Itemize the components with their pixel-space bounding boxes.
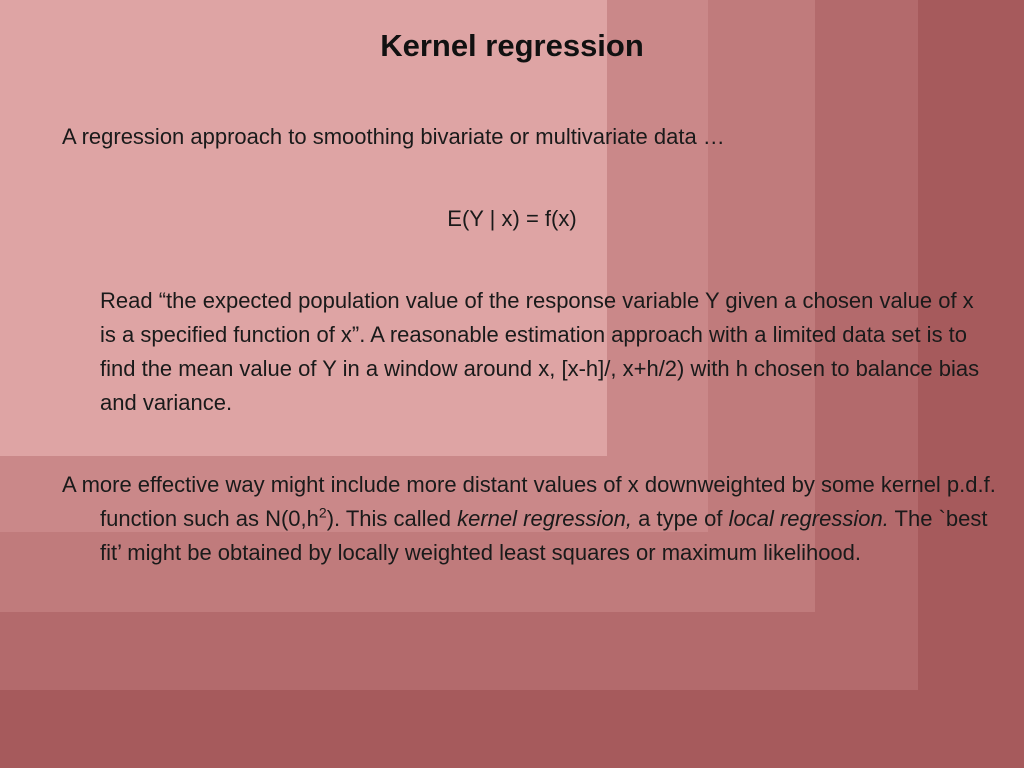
- kernel-paragraph-text-4: The `best fit’ might be obtained by locally weighted least squares or maximum likelihood.: [100, 506, 988, 565]
- slide-title: Kernel regression: [380, 28, 644, 63]
- kernel-paragraph-text-3: a type of: [632, 506, 729, 531]
- read-paragraph: Read “the expected population value of the response variable Y given a chosen value of x is a specified function of x”. A reasonable estimation approach with a limited data set is to find the mean value of Y in a window around x, [x-h]/, x+h/2) with h chosen to balance bias and variance.: [100, 288, 980, 415]
- kernel-regression-term: kernel regression,: [457, 506, 632, 531]
- kernel-paragraph-text-1: A more effective way might include more distant values of x downweighted by some kernel p.d.f. function such as N(0,h: [62, 472, 996, 531]
- intro-paragraph: A regression approach to smoothing bivariate or multivariate data …: [62, 124, 725, 149]
- local-regression-term: local regression.: [728, 506, 889, 531]
- equation: E(Y | x) = f(x): [447, 206, 577, 231]
- kernel-paragraph: [62, 468, 1000, 570]
- superscript-two: 2: [318, 504, 327, 521]
- kernel-paragraph-text-2: ). This called: [326, 506, 458, 531]
